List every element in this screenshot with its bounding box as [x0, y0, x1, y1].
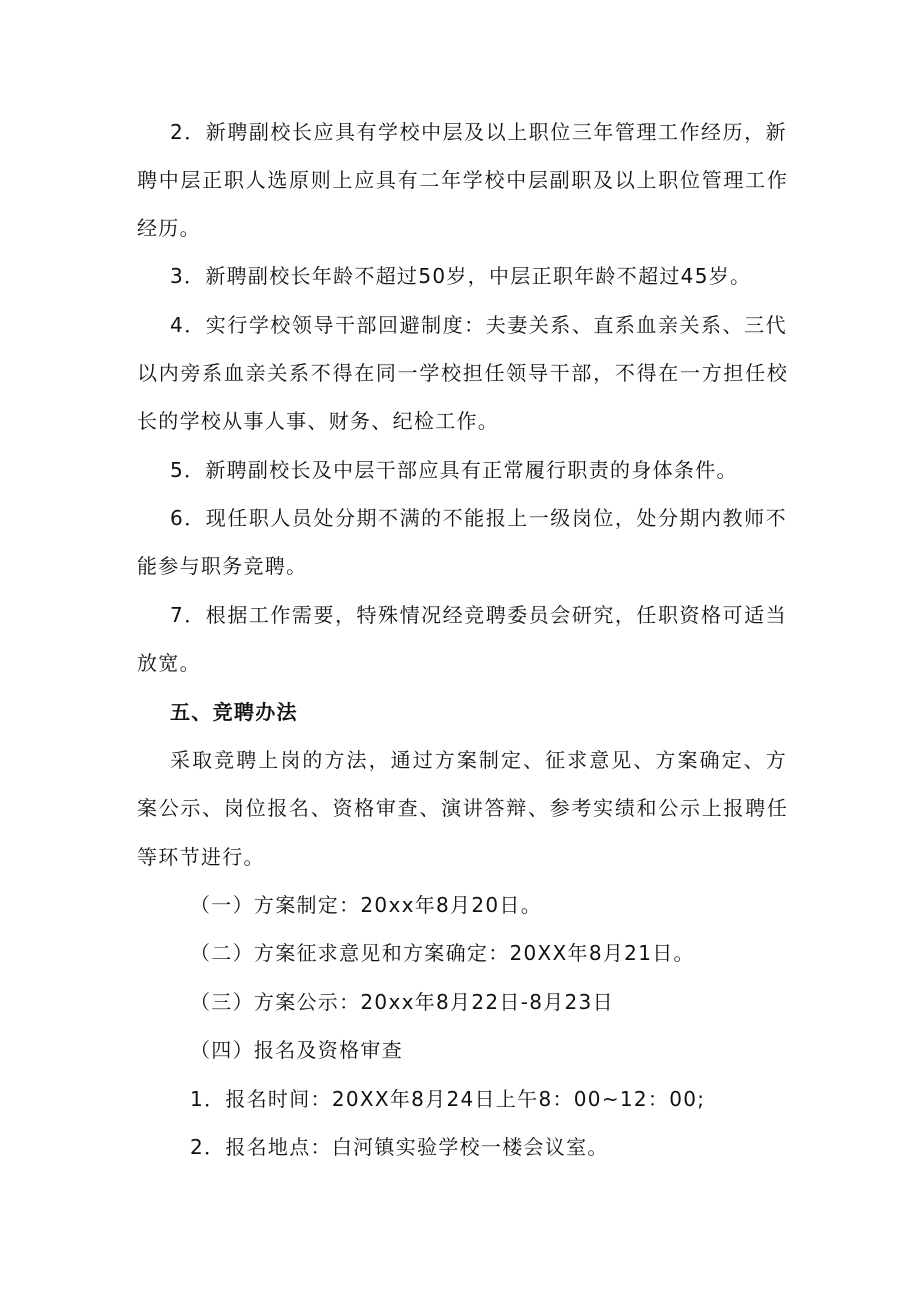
text-line-10: 能参与职务竞聘。: [137, 554, 308, 578]
text-line-5: 4 ． 实 行 学 校 领 导 干 部 回 避 制 度 ： 夫 妻 关 系 、 直 系 血 亲 关 系 、 三 代: [170, 313, 786, 337]
text-line-16: 等环节进行。: [137, 845, 265, 869]
text-line-14: 采 取 竞 聘 上 岗 的 方 法 ， 通 过 方 案 制 定 、 征 求 意 见 、 方 案 确 定 、 方: [170, 748, 786, 772]
text-line-19: （三）方案公示：20xx年8月22日-8月23日: [190, 990, 614, 1014]
text-line-11: 7 ． 根 据 工 作 需 要 ， 特 殊 情 况 经 竞 聘 委 员 会 研 究 ， 任 职 资 格 可 适 当: [170, 603, 786, 627]
text-line-4: 3．新聘副校长年龄不超过50岁，中层正职年龄不超过45岁。: [170, 264, 752, 288]
text-line-6: 以 内 旁 系 血 亲 关 系 不 得 在 同 一 学 校 担 任 领 导 干 部 ， 不 得 在 一 方 担 任 校: [137, 361, 787, 385]
text-line-18: （二）方案征求意见和方案确定：20XX年8月21日。: [190, 941, 695, 965]
text-line-12: 放宽。: [137, 651, 201, 675]
text-line-8: 5．新聘副校长及中层干部应具有正常履行职责的身体条件。: [170, 458, 738, 482]
text-line-17: （一）方案制定：20xx年8月20日。: [190, 893, 542, 917]
text-line-22: 2．报名地点：白河镇实验学校一楼会议室。: [190, 1135, 609, 1159]
text-line-3: 经历。: [137, 216, 201, 240]
section-heading: 五、竞聘办法: [170, 700, 298, 724]
text-line-1: 2 ． 新 聘 副 校 长 应 具 有 学 校 中 层 及 以 上 职 位 三 年 管 理 工 作 经 历 ， 新: [170, 120, 786, 144]
text-line-9: 6 ． 现 任 职 人 员 处 分 期 不 满 的 不 能 报 上 一 级 岗 位 ， 处 分 期 内 教 师 不: [170, 506, 786, 530]
text-line-7: 长的学校从事人事、财务、纪检工作。: [137, 409, 500, 433]
text-line-2: 聘 中 层 正 职 人 选 原 则 上 应 具 有 二 年 学 校 中 层 副 职 及 以 上 职 位 管 理 工 作: [137, 168, 787, 192]
text-line-20: （四）报名及资格审查: [190, 1038, 403, 1062]
text-line-15: 案 公 示 、 岗 位 报 名 、 资 格 审 查 、 演 讲 答 辩 、 参 考 实 绩 和 公 示 上 报 聘 任: [137, 796, 787, 820]
text-line-21: 1．报名时间：20XX年8月24日上午8：00~12：00;: [190, 1087, 706, 1111]
